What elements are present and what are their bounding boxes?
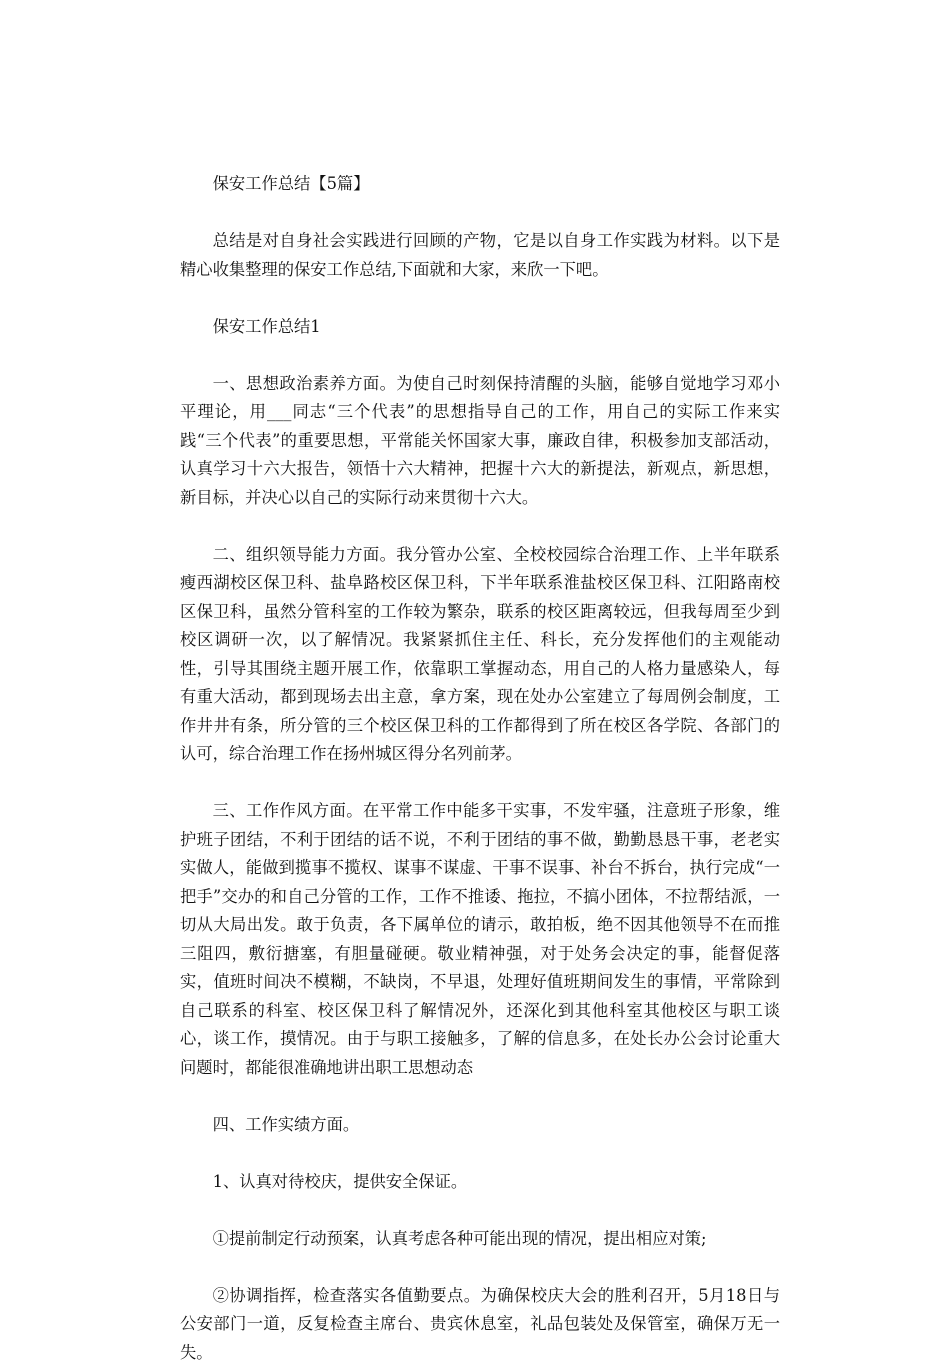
paragraph-subitem-2: ②协调指挥，检查落实各值勤要点。为确保校庆大会的胜利召开，5月18日与公安部门一道，反复检查主席台、贵宾休息室，礼品包装处及保管室，确保万无一失。 [180, 1282, 780, 1367]
paragraph-leadership: 二、组织领导能力方面。我分管办公室、全校校园综合治理工作、上半年联系瘦西湖校区保卫科、盐阜路校区保卫科，下半年联系淮盐校区保卫科、江阳路南校区保卫科，虽然分管科室的工作较为繁杂，联系的校区距离较远，但我每周至少到校区调研一次，以了解情况。我紧紧抓住主任、科长，充分发挥他们的主观能动性，引导其围绕主题开展工作，依靠职工掌握动态，用自己的人格力量感染人，每有重大活动，都到现场去出主意，拿方案，现在处办公室建立了每周例会制度，工作井井有条，所分管的三个校区保卫科的工作都得到了所在校区各学院、各部门的认可，综合治理工作在扬州城区得分名列前茅。 [180, 541, 780, 769]
document-title: 保安工作总结【5篇】 [180, 170, 780, 199]
paragraph-achievements-heading: 四、工作实绩方面。 [180, 1111, 780, 1140]
intro-paragraph: 总结是对自身社会实践进行回顾的产物，它是以自身工作实践为材料。以下是精心收集整理的保安工作总结,下面就和大家，来欣一下吧。 [180, 227, 780, 284]
paragraph-item-1: 1、认真对待校庆，提供安全保证。 [180, 1168, 780, 1197]
paragraph-politics: 一、思想政治素养方面。为使自己时刻保持清醒的头脑，能够自觉地学习邓小平理论，用___同志“三个代表”的思想指导自己的工作，用自己的实际工作来实践“三个代表”的重要思想，平常能关怀国家大事，廉政自律，积极参加支部活动，认真学习十六大报告，领悟十六大精神，把握十六大的新提法，新观点，新思想，新目标，并决心以自己的实际行动来贯彻十六大。 [180, 370, 780, 513]
section-title: 保安工作总结1 [180, 313, 780, 342]
paragraph-subitem-1: ①提前制定行动预案，认真考虑各种可能出现的情况，提出相应对策; [180, 1225, 780, 1254]
paragraph-work-style: 三、工作作风方面。在平常工作中能多干实事，不发牢骚，注意班子形象，维护班子团结，不利于团结的话不说，不利于团结的事不做，勤勤恳恳干事，老老实实做人，能做到揽事不揽权、谋事不谋虚、干事不误事、补台不拆台，执行完成“一把手”交办的和自己分管的工作，工作不推诿、拖拉，不搞小团体，不拉帮结派，一切从大局出发。敢于负责，各下属单位的请示，敢拍板，绝不因其他领导不在而推三阻四，敷衍搪塞，有胆量碰硬。敬业精神强，对于处务会决定的事，能督促落实，值班时间决不模糊，不缺岗，不早退，处理好值班期间发生的事情，平常除到自己联系的科室、校区保卫科了解情况外，还深化到其他科室其他校区与职工谈心，谈工作，摸情况。由于与职工接触多，了解的信息多，在处长办公会讨论重大问题时，都能很准确地讲出职工思想动态 [180, 797, 780, 1082]
document-body [180, 170, 780, 1367]
